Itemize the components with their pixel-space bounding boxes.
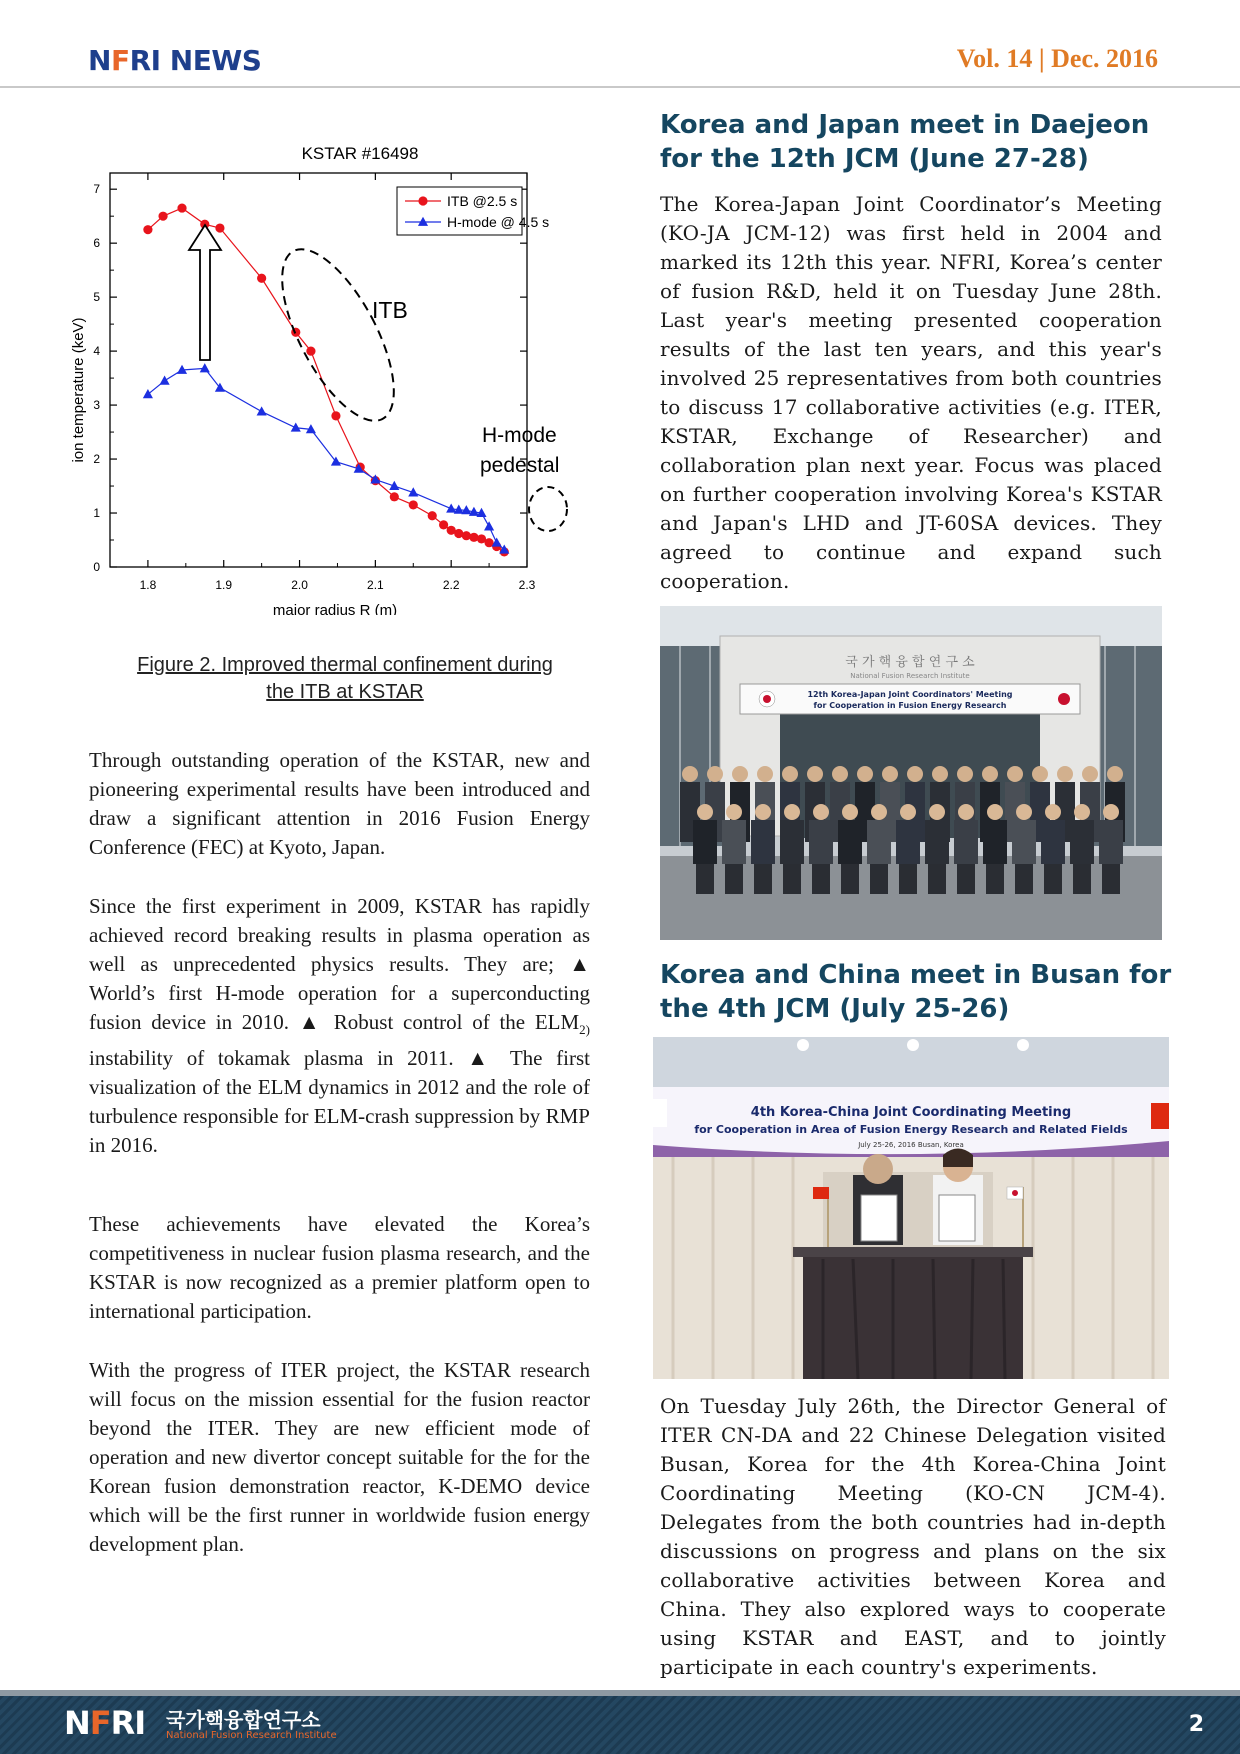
seated-person-head [1074, 804, 1090, 820]
up-arrow-annotation [189, 225, 221, 360]
building-sign: 국 가 핵 융 합 연 구 소 [845, 655, 975, 670]
standing-person-head [982, 766, 998, 782]
seated-person-legs [1102, 864, 1120, 894]
standing-person-head [807, 766, 823, 782]
x-tick-label: 2.0 [291, 578, 308, 592]
seated-person-head [842, 804, 858, 820]
seated-person-body [780, 820, 804, 864]
seated-person-legs [812, 864, 830, 894]
itb-data-point [257, 274, 266, 283]
institute-korean-name: 국가핵융합연구소 [166, 1708, 321, 1732]
y-tick-label: 3 [93, 398, 100, 413]
seated-person-body [693, 820, 717, 864]
seated-person-head [755, 804, 771, 820]
seated-person-legs [725, 864, 743, 894]
itb-data-point [158, 212, 167, 221]
chart-title: KSTAR #16498 [301, 144, 419, 163]
seated-person-head [784, 804, 800, 820]
jcm4-banner-line-3: July 25-26, 2016 Busan, Korea [858, 1141, 964, 1149]
itb-data-point [428, 511, 437, 520]
seated-person-legs [1073, 864, 1091, 894]
seated-person-body [1099, 820, 1123, 864]
seated-person-legs [696, 864, 714, 894]
standing-person-head [1032, 766, 1048, 782]
seated-person-body [983, 820, 1007, 864]
standing-person-head [1107, 766, 1123, 782]
jcm12-banner-line-2: for Cooperation in Fusion Energy Research [813, 701, 1007, 710]
h-mode-data-point [484, 521, 494, 530]
x-tick-label: 2.3 [518, 578, 536, 592]
standing-person-head [857, 766, 873, 782]
itb-data-point [331, 411, 340, 420]
seated-person-body [838, 820, 862, 864]
seated-person-head [1103, 804, 1119, 820]
seated-person-head [1045, 804, 1061, 820]
seated-person-head [958, 804, 974, 820]
korea-china-signing-photo [653, 1037, 1169, 1379]
h-mode-data-point [200, 363, 210, 372]
standing-person-head [832, 766, 848, 782]
itb-data-point [306, 347, 315, 356]
institute-english-name: National Fusion Research Institute [166, 1730, 337, 1741]
h-mode-data-point [291, 423, 301, 432]
itb-data-point [177, 203, 186, 212]
x-tick-label: 2.1 [367, 578, 384, 592]
jcm12-banner-line-1: 12th Korea-Japan Joint Coordinators' Meeting [807, 690, 1013, 699]
pedestal-annotation: pedestal [480, 454, 560, 477]
left-paragraph-4: With the progress of ITER project, the KSTAR research will focus on the mission essential for the fusion reactor beyond the ITER. They are new efficient mode of operation and new divertor concept suitable for the for the Korean fusion demonstration reactor, K-DEMO device which will be the first runner in worldwide fusion energy development plan. [89, 1358, 590, 1556]
nfri-news-logo: NFRI NEWS [88, 44, 262, 77]
seated-person-legs [1015, 864, 1033, 894]
itb-data-point [469, 533, 478, 542]
page-header [0, 0, 1240, 88]
itb-data-point [390, 492, 399, 501]
x-tick-label: 1.8 [139, 578, 157, 592]
standing-person-head [882, 766, 898, 782]
caption-line-1: Figure 2. Improved thermal confinement during [137, 654, 553, 676]
standing-person-head [782, 766, 798, 782]
x-axis-label: major radius R (m) [272, 602, 398, 615]
pedestal-dashed-ellipse [529, 487, 567, 531]
y-tick-label: 7 [93, 182, 100, 197]
itb-data-point [462, 531, 471, 540]
standing-person-head [1057, 766, 1073, 782]
standing-person-head [932, 766, 948, 782]
standing-person-head [907, 766, 923, 782]
building-sign-sub: National Fusion Research Institute [850, 672, 970, 680]
issue-label: Vol. 14 | Dec. 2016 [956, 44, 1158, 73]
y-tick-label: 0 [93, 560, 100, 574]
h-mode-data-point [446, 503, 456, 512]
seated-person-head [871, 804, 887, 820]
korea-japan-group-photo [660, 606, 1162, 940]
seated-person-body [722, 820, 746, 864]
standing-person-head [757, 766, 773, 782]
page-number: 2 [1188, 1712, 1204, 1737]
h-mode-data-point [143, 389, 153, 398]
itb-annotation: ITB [372, 297, 408, 323]
seated-person-legs [986, 864, 1004, 894]
x-tick-label: 2.2 [442, 578, 460, 592]
seated-person-body [1070, 820, 1094, 864]
nfri-footer-logo: NFRI [64, 1704, 146, 1742]
jcm4-banner-line-1: 4th Korea-China Joint Coordinating Meeting [750, 1105, 1072, 1120]
seated-person-legs [899, 864, 917, 894]
seated-person-legs [754, 864, 772, 894]
y-axis-label: ion temperature (keV) [70, 317, 87, 463]
seated-person-body [867, 820, 891, 864]
standing-person-head [1007, 766, 1023, 782]
seated-person-body [809, 820, 833, 864]
standing-person-head [707, 766, 723, 782]
caption-line-2: the ITB at KSTAR [266, 681, 424, 703]
h-mode-series-line [148, 368, 504, 549]
page-footer [0, 1690, 1240, 1754]
legend-label: ITB @2.5 s [447, 193, 518, 209]
standing-person-head [732, 766, 748, 782]
seated-person-legs [928, 864, 946, 894]
left-paragraph-2: Since the first experiment in 2009, KSTAR has rapidly achieved record breaking results in plasma operation as well as unprecedented physics results. They are; ▲ World’s first H-mode operation for a superconducting fusion device in 2010. ▲ Robust control of the $ELM_{2)}$ instability of tokamak plasma in 2011. ▲ The first visualization of the ELM dynamics in 2012 and the role of turbulence responsible for ELM-crash suppression by RMP in 2016. [89, 894, 590, 1158]
seated-person-legs [870, 864, 888, 894]
x-tick-label: 1.9 [215, 578, 233, 592]
itb-data-point [439, 520, 448, 529]
seated-person-body [751, 820, 775, 864]
seated-person-head [813, 804, 829, 820]
itb-data-point [409, 500, 418, 509]
itb-data-point [215, 223, 224, 232]
seated-person-body [925, 820, 949, 864]
standing-person-head [682, 766, 698, 782]
section-title-korea-japan: Korea and Japan meet in Daejeon for the 12th JCM (June 27-28) [660, 110, 1150, 174]
seated-person-body [954, 820, 978, 864]
figure-caption [110, 652, 580, 706]
h-mode-annotation: H-mode [482, 424, 557, 447]
y-tick-label: 5 [93, 290, 100, 305]
h-mode-data-point [160, 376, 170, 385]
y-tick-label: 4 [93, 344, 100, 359]
korea-china-body: On Tuesday July 26th, the Director General of ITER CN-DA and 22 Chinese Delegation visited Busan, Korea for the 4th Korea-China Joint Coordinating Meeting (KO-CN JCM-4). Delegates from the both countries had in-depth discussions on progress and plans on the six collaborative activities between Korea and China. They also explored ways to cooperate using KSTAR and EAST, and to jointly participate in each country's experiments. [660, 1394, 1166, 1679]
left-paragraph-3: These achievements have elevated the Korea’s competitiveness in nuclear fusion plasma research, and the KSTAR is now recognized as a premier platform open to international participation. [89, 1212, 590, 1323]
y-tick-label: 1 [93, 506, 100, 521]
seated-person-head [697, 804, 713, 820]
left-paragraph-1: Through outstanding operation of the KSTAR, new and pioneering experimental results have been introduced and draw a significant attention in 2016 Fusion Energy Conference (FEC) at Kyoto, Japan. [89, 748, 590, 859]
seated-person-legs [1044, 864, 1062, 894]
ion-temperature-chart [60, 135, 600, 615]
seated-person-legs [783, 864, 801, 894]
seated-person-head [726, 804, 742, 820]
itb-dashed-ellipse [260, 233, 416, 436]
seated-person-legs [841, 864, 859, 894]
section-title-korea-china: Korea and China meet in Busan for the 4th JCM (July 25-26) [660, 960, 1172, 1024]
seated-person-body [1012, 820, 1036, 864]
seated-person-legs [957, 864, 975, 894]
itb-data-point [143, 225, 152, 234]
korea-japan-body: The Korea-Japan Joint Coordinator’s Meeting (KO-JA JCM-12) was first held in 2004 and marked its 12th this year. NFRI, Korea’s center of fusion R&D, held it on Tuesday June 28th. Last year's meeting presented cooperation results of the last ten years, and this year's involved 25 representatives from both countries to discuss 17 collaborative activities (e.g. ITER, KSTAR, Exchange of Researcher) and collaboration plan next year. Focus was placed on further cooperation involving Korea's KSTAR and Japan's LHD and JT-60SA devices. They agreed to continue and expand such cooperation. [660, 192, 1162, 593]
standing-person-head [957, 766, 973, 782]
y-tick-label: 2 [93, 452, 100, 467]
seated-person-head [900, 804, 916, 820]
legend-label: H-mode @ 4.5 s [447, 214, 550, 230]
y-tick-label: 6 [93, 236, 100, 251]
seated-person-head [987, 804, 1003, 820]
seated-person-body [1041, 820, 1065, 864]
seated-person-head [929, 804, 945, 820]
h-mode-data-point [257, 406, 267, 415]
seated-person-head [1016, 804, 1032, 820]
jcm4-banner-line-2: for Cooperation in Area of Fusion Energy Research and Related Fields [694, 1123, 1128, 1136]
standing-person-head [1082, 766, 1098, 782]
itb-data-point [418, 196, 427, 205]
seated-person-body [896, 820, 920, 864]
